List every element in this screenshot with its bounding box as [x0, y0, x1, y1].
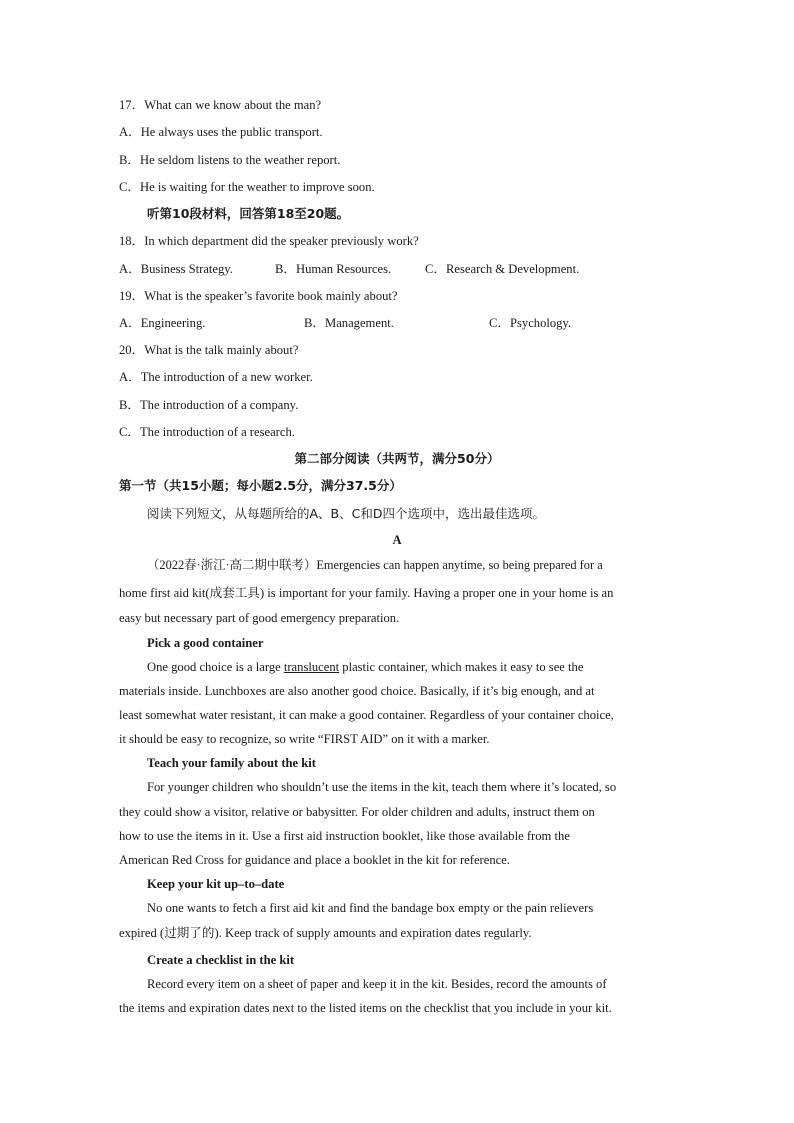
- question-17-stem: 17．What can we know about the man?: [119, 98, 322, 112]
- passage-letter: A: [392, 533, 402, 547]
- question-20-stem: 20．What is the talk mainly about?: [119, 343, 299, 357]
- p1-line-2: materials inside. Lunchboxes are also another good choice. Basically, if it’s big enough, and at: [119, 684, 595, 698]
- intro-line-1: （2022春·浙江·高二期中联考）Emergencies can happen anytime, so being prepared for a: [147, 558, 603, 572]
- p3-line-1: No one wants to fetch a first aid kit and find the bandage box empty or the pain relievers: [147, 901, 594, 915]
- reading-instruction: 阅读下列短文，从每题所给的A、B、C和D四个选项中，选出最佳选项。: [147, 506, 545, 521]
- section-10-instruction: 听第10段材料，回答第18至20题。: [147, 206, 350, 221]
- question-19-option-b: B．Management.: [304, 316, 394, 330]
- p3-line-2: expired (过期了的). Keep track of supply amounts and expiration dates regularly.: [119, 926, 532, 940]
- p2-line-4: American Red Cross for guidance and place a booklet in the kit for reference.: [119, 853, 510, 867]
- p1-line-3: least somewhat water resistant, it can make a good container. Regardless of your container choice,: [119, 708, 614, 722]
- question-17-option-c: C．He is waiting for the weather to improve soon.: [119, 180, 375, 194]
- heading-create-checklist: Create a checklist in the kit: [147, 953, 295, 967]
- heading-pick-container: Pick a good container: [147, 636, 264, 650]
- question-18-option-a: A．Business Strategy.: [119, 262, 233, 276]
- section-one-title: 第一节（共15小题；每小题2.5分，满分37.5分）: [119, 478, 402, 493]
- question-18-option-c: C．Research & Development.: [425, 262, 580, 276]
- p4-line-2: the items and expiration dates next to the listed items on the checklist that you include in your kit.: [119, 1001, 612, 1015]
- question-17-option-a: A．He always uses the public transport.: [119, 125, 323, 139]
- p1-line-1-post: plastic container, which makes it easy to see the: [339, 660, 584, 674]
- question-17-option-b: B．He seldom listens to the weather report.: [119, 153, 341, 167]
- part-two-title: 第二部分阅读（共两节，满分50分）: [294, 451, 500, 466]
- intro-line-2: home first aid kit(成套工具) is important for your family. Having a proper one in your home is an: [119, 586, 614, 600]
- p2-line-3: how to use the items in it. Use a first aid instruction booklet, like those available from the: [119, 829, 570, 843]
- p1-line-4: it should be easy to recognize, so write “FIRST AID” on it with a marker.: [119, 732, 490, 746]
- question-19-option-a: A．Engineering.: [119, 316, 206, 330]
- question-20-option-c: C．The introduction of a research.: [119, 425, 295, 439]
- p1-line-1: [147, 659, 583, 675]
- question-19-option-c: C．Psychology.: [489, 316, 572, 330]
- question-20-option-b: B．The introduction of a company.: [119, 398, 299, 412]
- p4-line-1: Record every item on a sheet of paper and keep it in the kit. Besides, record the amounts of: [147, 977, 607, 991]
- heading-keep-up-to-date: Keep your kit up–to–date: [147, 877, 285, 891]
- p1-line-1-pre: One good choice is a large: [147, 660, 284, 674]
- p2-line-1: For younger children who shouldn’t use the items in the kit, teach them where it’s located, so: [147, 780, 617, 794]
- intro-line-3: easy but necessary part of good emergency preparation.: [119, 611, 400, 625]
- question-18-option-b: B．Human Resources.: [275, 262, 392, 276]
- underlined-word: translucent: [283, 660, 340, 674]
- heading-teach-family: Teach your family about the kit: [147, 756, 316, 770]
- question-20-option-a: A．The introduction of a new worker.: [119, 370, 313, 384]
- question-18-stem: 18．In which department did the speaker previously work?: [119, 234, 419, 248]
- question-19-stem: 19．What is the speaker’s favorite book mainly about?: [119, 289, 398, 303]
- p2-line-2: they could show a visitor, relative or babysitter. For older children and adults, instruct them on: [119, 805, 595, 819]
